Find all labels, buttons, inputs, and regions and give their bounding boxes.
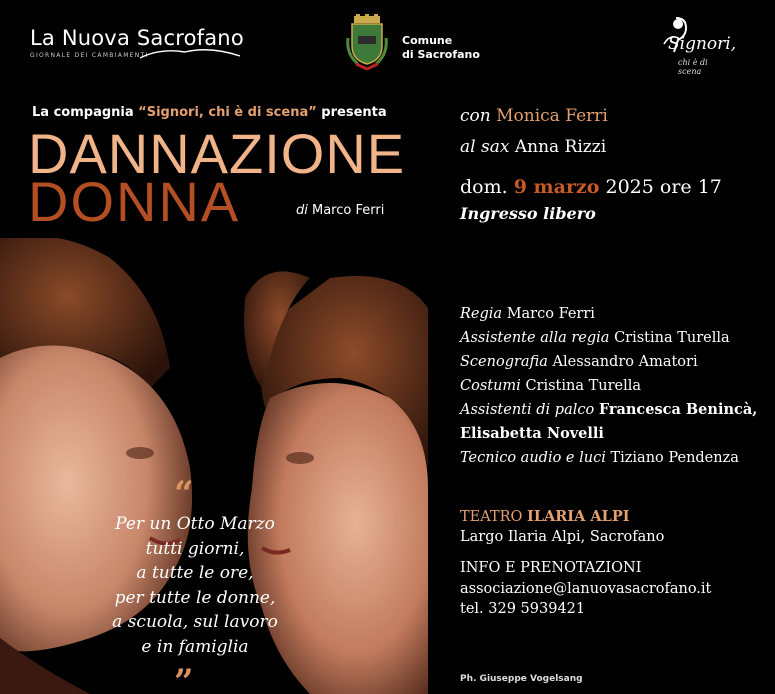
credit-role: Assistenti di palco bbox=[460, 402, 595, 418]
quote-line: tutti giorni, bbox=[145, 538, 245, 559]
quote-line: a scuola, sul lavoro bbox=[112, 612, 278, 632]
info-phone[interactable]: tel. 329 5939421 bbox=[460, 601, 586, 617]
quote-block bbox=[90, 512, 300, 659]
company-logo-text: Signori, bbox=[668, 34, 737, 54]
hill-logo-icon bbox=[140, 46, 240, 60]
cast-sax bbox=[460, 137, 606, 157]
credit-name: Marco Ferri bbox=[506, 306, 595, 322]
photo-credit: Ph. Giuseppe Vogelsang bbox=[460, 674, 583, 684]
venue-name bbox=[460, 508, 630, 525]
credit-name: Alessandro Amatori bbox=[552, 354, 698, 370]
info-email[interactable]: associazione@lanuovasacrofano.it bbox=[460, 581, 712, 597]
author-prefix: di bbox=[296, 203, 312, 218]
credits-list bbox=[460, 302, 757, 470]
sax-label: al sax bbox=[460, 137, 510, 157]
venue-address: Largo Ilaria Alpi, Sacrofano bbox=[460, 529, 665, 545]
credit-row bbox=[460, 350, 757, 374]
event-datetime bbox=[460, 176, 722, 198]
quote-open-mark: “ bbox=[174, 474, 194, 514]
comune-label bbox=[402, 34, 480, 62]
comune-line1: Comune bbox=[402, 34, 453, 47]
info-heading: INFO E PRENOTAZIONI bbox=[460, 560, 642, 576]
company-name: “Signori, chi è di scena” bbox=[138, 105, 317, 120]
cast-con bbox=[460, 106, 608, 126]
credit-role: Scenografia bbox=[460, 354, 548, 370]
newspaper-tagline: GIORNALE DEI CAMBIAMENTI bbox=[30, 52, 149, 59]
credit-row bbox=[460, 302, 757, 326]
quote-close-mark: ” bbox=[174, 662, 194, 694]
credit-name: Tiziano Pendenza bbox=[610, 450, 739, 466]
title-line2: DONNA bbox=[28, 170, 241, 233]
venue-title: ILARIA ALPI bbox=[527, 508, 630, 525]
intro-after: presenta bbox=[316, 105, 387, 120]
credit-name: Cristina Turella bbox=[614, 330, 730, 346]
venue-prefix: TEATRO bbox=[460, 509, 528, 525]
newspaper-name: La Nuova Sacrofano bbox=[30, 26, 244, 50]
quote-line: per tutte le donne, bbox=[114, 587, 276, 608]
credit-role: Assistente alla regia bbox=[460, 330, 610, 346]
sax-name: Anna Rizzi bbox=[514, 137, 607, 157]
comune-line2: di Sacrofano bbox=[402, 48, 480, 61]
newspaper-logo bbox=[30, 26, 244, 59]
credit-name: Francesca Benincà, bbox=[598, 401, 758, 418]
event-date: 9 marzo bbox=[513, 176, 600, 198]
company-logo bbox=[648, 14, 737, 76]
credit-row bbox=[460, 326, 757, 350]
company-logo-sub: chi è di scena bbox=[678, 58, 708, 76]
author-name: Marco Ferri bbox=[312, 203, 385, 218]
credit-row bbox=[460, 374, 757, 398]
event-entry: Ingresso libero bbox=[460, 204, 596, 223]
title-line1: DANNAZIONE bbox=[28, 122, 406, 185]
event-day: dom. bbox=[460, 176, 508, 198]
credit-row bbox=[460, 422, 757, 446]
credit-row bbox=[460, 398, 757, 422]
intro-line bbox=[32, 105, 387, 120]
con-label: con bbox=[460, 106, 491, 126]
credit-name: Elisabetta Novelli bbox=[460, 425, 604, 442]
quote-line: a tutte le ore, bbox=[136, 563, 254, 583]
credit-name: Cristina Turella bbox=[525, 378, 642, 394]
quote-line: Per un Otto Marzo bbox=[115, 514, 275, 534]
quote-line: e in famiglia bbox=[141, 636, 249, 657]
credit-row bbox=[460, 446, 757, 470]
comune-crest-icon bbox=[344, 14, 390, 70]
intro-before: La compagnia bbox=[32, 105, 139, 120]
event-year-time: 2025 ore 17 bbox=[605, 176, 722, 198]
credit-role: Regia bbox=[460, 306, 503, 322]
credit-role: Costumi bbox=[460, 378, 521, 394]
credit-role: Tecnico audio e luci bbox=[460, 450, 606, 466]
author-line bbox=[296, 203, 384, 218]
con-name: Monica Ferri bbox=[496, 106, 608, 126]
